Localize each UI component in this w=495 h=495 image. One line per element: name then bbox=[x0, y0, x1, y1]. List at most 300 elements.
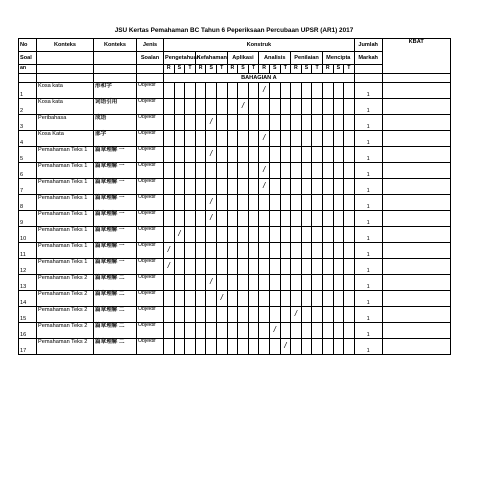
construct-cell bbox=[291, 291, 302, 307]
jenis-soalan: Objektif bbox=[137, 307, 164, 323]
construct-cell bbox=[248, 339, 259, 355]
construct-cell bbox=[238, 131, 249, 147]
construct-cell bbox=[185, 243, 196, 259]
construct-cell bbox=[344, 259, 355, 275]
level-0-2: T bbox=[185, 65, 196, 74]
level-1-0: R bbox=[195, 65, 206, 74]
construct-cell bbox=[185, 147, 196, 163]
construct-cell bbox=[280, 227, 291, 243]
construct-cell bbox=[280, 83, 291, 99]
construct-cell bbox=[227, 179, 238, 195]
jenis-soalan: Objektif bbox=[137, 259, 164, 275]
construct-cell bbox=[269, 259, 280, 275]
construct-cell bbox=[344, 163, 355, 179]
construct-cell bbox=[174, 211, 185, 227]
table-row bbox=[19, 115, 451, 131]
construct-tick-mark: / bbox=[280, 339, 291, 355]
jumlah-markah: 1 bbox=[354, 99, 382, 115]
konteks-malay: Pemahaman Teks 2 bbox=[37, 291, 94, 307]
construct-cell bbox=[227, 243, 238, 259]
question-number: 15 bbox=[19, 307, 37, 323]
construct-cell bbox=[322, 99, 333, 115]
construct-cell bbox=[195, 115, 206, 131]
jenis-soalan: Objektif bbox=[137, 227, 164, 243]
kbat-cell bbox=[382, 83, 450, 99]
construct-cell bbox=[333, 323, 344, 339]
jumlah-markah: 1 bbox=[354, 195, 382, 211]
construct-cell bbox=[195, 339, 206, 355]
construct-cell bbox=[259, 211, 270, 227]
construct-cell bbox=[344, 147, 355, 163]
construct-cell bbox=[185, 307, 196, 323]
group-aplikasi: Aplikasi bbox=[227, 52, 259, 65]
construct-cell bbox=[322, 83, 333, 99]
construct-cell bbox=[227, 211, 238, 227]
construct-cell bbox=[344, 243, 355, 259]
construct-cell bbox=[206, 131, 217, 147]
construct-tick-mark: / bbox=[164, 243, 175, 259]
construct-cell bbox=[280, 259, 291, 275]
construct-cell bbox=[195, 195, 206, 211]
construct-cell bbox=[280, 243, 291, 259]
construct-cell bbox=[164, 83, 175, 99]
construct-cell bbox=[216, 115, 227, 131]
construct-cell bbox=[195, 275, 206, 291]
construct-cell bbox=[291, 227, 302, 243]
construct-cell bbox=[301, 259, 312, 275]
construct-cell bbox=[238, 195, 249, 211]
construct-cell bbox=[227, 83, 238, 99]
construct-cell bbox=[227, 227, 238, 243]
construct-cell bbox=[291, 275, 302, 291]
construct-cell bbox=[301, 211, 312, 227]
construct-cell bbox=[344, 115, 355, 131]
construct-cell bbox=[333, 83, 344, 99]
konteks-malay: Pemahaman Teks 1 bbox=[37, 163, 94, 179]
construct-cell bbox=[344, 291, 355, 307]
construct-cell bbox=[291, 195, 302, 211]
jenis-soalan: Objektif bbox=[137, 131, 164, 147]
construct-cell bbox=[206, 323, 217, 339]
table-row bbox=[19, 243, 451, 259]
kbat-cell bbox=[382, 227, 450, 243]
construct-cell bbox=[238, 323, 249, 339]
construct-cell bbox=[312, 163, 323, 179]
construct-cell bbox=[333, 307, 344, 323]
table-row bbox=[19, 99, 451, 115]
konteks-chinese: 篇章理解 一 bbox=[94, 195, 137, 211]
construct-cell bbox=[216, 83, 227, 99]
construct-cell bbox=[216, 243, 227, 259]
construct-cell bbox=[322, 115, 333, 131]
construct-tick-mark: / bbox=[259, 131, 270, 147]
construct-cell bbox=[291, 259, 302, 275]
construct-cell bbox=[269, 179, 280, 195]
jenis-soalan: Objektif bbox=[137, 243, 164, 259]
construct-cell bbox=[301, 307, 312, 323]
jenis-soalan: Objektif bbox=[137, 99, 164, 115]
construct-cell bbox=[248, 83, 259, 99]
jenis-soalan: Objektif bbox=[137, 275, 164, 291]
construct-cell bbox=[280, 179, 291, 195]
construct-cell bbox=[216, 275, 227, 291]
construct-cell bbox=[206, 339, 217, 355]
kbat-cell bbox=[382, 339, 450, 355]
question-number: 10 bbox=[19, 227, 37, 243]
construct-cell bbox=[227, 291, 238, 307]
construct-cell bbox=[259, 307, 270, 323]
construct-cell bbox=[322, 179, 333, 195]
konteks-chinese: 篇章理解 一 bbox=[94, 163, 137, 179]
construct-cell bbox=[195, 99, 206, 115]
construct-cell bbox=[216, 307, 227, 323]
header-kbat: KBAT bbox=[382, 39, 450, 74]
construct-cell bbox=[206, 99, 217, 115]
question-number: 3 bbox=[19, 115, 37, 131]
construct-cell bbox=[248, 243, 259, 259]
construct-cell bbox=[238, 179, 249, 195]
construct-cell bbox=[174, 275, 185, 291]
construct-cell bbox=[301, 243, 312, 259]
jumlah-markah: 1 bbox=[354, 291, 382, 307]
construct-cell bbox=[174, 179, 185, 195]
header-konteks-1: Konteks bbox=[37, 39, 94, 52]
level-4-2: T bbox=[312, 65, 323, 74]
construct-cell bbox=[216, 147, 227, 163]
construct-cell bbox=[216, 323, 227, 339]
level-3-1: S bbox=[269, 65, 280, 74]
kbat-cell bbox=[382, 115, 450, 131]
konteks-malay: Kosa kata bbox=[37, 83, 94, 99]
jumlah-markah: 1 bbox=[354, 163, 382, 179]
construct-cell bbox=[322, 275, 333, 291]
konteks-malay: Pemahaman Teks 2 bbox=[37, 339, 94, 355]
table-row bbox=[19, 147, 451, 163]
construct-cell bbox=[216, 259, 227, 275]
jenis-soalan: Objektif bbox=[137, 147, 164, 163]
construct-cell bbox=[344, 323, 355, 339]
jumlah-markah: 1 bbox=[354, 307, 382, 323]
header-no: No bbox=[19, 39, 37, 52]
table-row bbox=[19, 307, 451, 323]
jenis-soalan: Objektif bbox=[137, 163, 164, 179]
konteks-chinese: 篇章理解 一 bbox=[94, 211, 137, 227]
construct-cell bbox=[333, 243, 344, 259]
konteks-malay: Pemahaman Teks 2 bbox=[37, 323, 94, 339]
construct-tick-mark: / bbox=[206, 211, 217, 227]
construct-cell bbox=[195, 131, 206, 147]
construct-cell bbox=[174, 147, 185, 163]
construct-cell bbox=[216, 131, 227, 147]
construct-cell bbox=[227, 99, 238, 115]
header-konteks-2: Konteks bbox=[94, 39, 137, 52]
jumlah-markah: 1 bbox=[354, 83, 382, 99]
construct-cell bbox=[312, 115, 323, 131]
construct-cell bbox=[195, 179, 206, 195]
construct-cell bbox=[259, 259, 270, 275]
group-analisis: Analisis bbox=[259, 52, 291, 65]
konteks-malay: Pemahaman Teks 1 bbox=[37, 179, 94, 195]
level-2-0: R bbox=[227, 65, 238, 74]
kbat-cell bbox=[382, 275, 450, 291]
construct-cell bbox=[227, 131, 238, 147]
konteks-malay: Kosa Kata bbox=[37, 131, 94, 147]
construct-cell bbox=[248, 211, 259, 227]
table-row bbox=[19, 323, 451, 339]
level-0-1: S bbox=[174, 65, 185, 74]
construct-cell bbox=[238, 291, 249, 307]
construct-cell bbox=[344, 339, 355, 355]
construct-cell bbox=[206, 163, 217, 179]
construct-cell bbox=[344, 211, 355, 227]
construct-cell bbox=[280, 211, 291, 227]
construct-cell bbox=[195, 147, 206, 163]
construct-cell bbox=[216, 339, 227, 355]
construct-cell bbox=[185, 195, 196, 211]
construct-cell bbox=[206, 291, 217, 307]
construct-cell bbox=[259, 243, 270, 259]
construct-cell bbox=[333, 195, 344, 211]
construct-cell bbox=[333, 131, 344, 147]
construct-cell bbox=[227, 163, 238, 179]
kbat-cell bbox=[382, 259, 450, 275]
construct-cell bbox=[259, 291, 270, 307]
document-title: JSU Kertas Pemahaman BC Tahun 6 Peperiksaan Percubaan UPSR (AR1) 2017 bbox=[114, 27, 354, 34]
construct-cell bbox=[312, 227, 323, 243]
construct-cell bbox=[259, 115, 270, 131]
construct-cell bbox=[322, 131, 333, 147]
question-number: 14 bbox=[19, 291, 37, 307]
question-number: 17 bbox=[19, 339, 37, 355]
construct-cell bbox=[344, 227, 355, 243]
construct-cell bbox=[301, 99, 312, 115]
konteks-malay: Pemahaman Teks 1 bbox=[37, 243, 94, 259]
question-number: 4 bbox=[19, 131, 37, 147]
construct-cell bbox=[269, 83, 280, 99]
construct-cell bbox=[322, 147, 333, 163]
jenis-soalan: Objektif bbox=[137, 195, 164, 211]
construct-cell bbox=[344, 131, 355, 147]
construct-cell bbox=[301, 195, 312, 211]
kbat-cell bbox=[382, 131, 450, 147]
level-1-2: T bbox=[216, 65, 227, 74]
construct-cell bbox=[280, 163, 291, 179]
construct-cell bbox=[174, 131, 185, 147]
construct-cell bbox=[238, 163, 249, 179]
construct-tick-mark: / bbox=[164, 259, 175, 275]
construct-cell bbox=[195, 323, 206, 339]
konteks-malay: Peribahasa bbox=[37, 115, 94, 131]
jumlah-markah: 1 bbox=[354, 227, 382, 243]
jenis-soalan: Objektif bbox=[137, 323, 164, 339]
construct-cell bbox=[216, 163, 227, 179]
construct-cell bbox=[227, 259, 238, 275]
construct-cell bbox=[269, 211, 280, 227]
construct-cell bbox=[280, 275, 291, 291]
construct-cell bbox=[322, 211, 333, 227]
construct-cell bbox=[301, 163, 312, 179]
construct-cell bbox=[164, 323, 175, 339]
construct-cell bbox=[185, 179, 196, 195]
construct-cell bbox=[174, 243, 185, 259]
construct-cell bbox=[174, 195, 185, 211]
jsu-table bbox=[18, 38, 451, 355]
konteks-chinese: 篇章理解 二 bbox=[94, 323, 137, 339]
construct-tick-mark: / bbox=[259, 83, 270, 99]
kbat-cell bbox=[382, 179, 450, 195]
construct-cell bbox=[259, 323, 270, 339]
construct-cell bbox=[206, 307, 217, 323]
construct-cell bbox=[312, 83, 323, 99]
question-number: 2 bbox=[19, 99, 37, 115]
construct-cell bbox=[227, 147, 238, 163]
construct-cell bbox=[312, 291, 323, 307]
construct-cell bbox=[280, 307, 291, 323]
construct-cell bbox=[333, 291, 344, 307]
table-row bbox=[19, 339, 451, 355]
konteks-malay: Pemahaman Teks 2 bbox=[37, 275, 94, 291]
construct-cell bbox=[185, 131, 196, 147]
header-no-soal: Soal bbox=[19, 52, 37, 65]
construct-cell bbox=[195, 243, 206, 259]
question-number: 16 bbox=[19, 323, 37, 339]
construct-cell bbox=[195, 307, 206, 323]
construct-cell bbox=[322, 163, 333, 179]
construct-cell bbox=[164, 339, 175, 355]
jumlah-markah: 1 bbox=[354, 243, 382, 259]
level-0-0: R bbox=[164, 65, 175, 74]
header-markah: Markah bbox=[354, 52, 382, 65]
section-row bbox=[19, 74, 451, 83]
construct-cell bbox=[248, 307, 259, 323]
construct-cell bbox=[248, 323, 259, 339]
konteks-chinese: 篇章理解 一 bbox=[94, 227, 137, 243]
kbat-cell bbox=[382, 243, 450, 259]
table-row bbox=[19, 131, 451, 147]
construct-cell bbox=[174, 83, 185, 99]
construct-cell bbox=[238, 83, 249, 99]
construct-cell bbox=[333, 179, 344, 195]
construct-cell bbox=[280, 323, 291, 339]
construct-cell bbox=[195, 259, 206, 275]
construct-cell bbox=[206, 227, 217, 243]
construct-cell bbox=[174, 99, 185, 115]
level-2-1: S bbox=[238, 65, 249, 74]
construct-cell bbox=[291, 211, 302, 227]
level-1-1: S bbox=[206, 65, 217, 74]
construct-cell bbox=[291, 323, 302, 339]
construct-tick-mark: / bbox=[291, 307, 302, 323]
question-number: 12 bbox=[19, 259, 37, 275]
konteks-chinese: 篇章理解 二 bbox=[94, 291, 137, 307]
construct-cell bbox=[312, 307, 323, 323]
construct-cell bbox=[291, 339, 302, 355]
construct-cell bbox=[227, 195, 238, 211]
jenis-soalan: Objektif bbox=[137, 115, 164, 131]
construct-cell bbox=[344, 99, 355, 115]
construct-cell bbox=[206, 259, 217, 275]
construct-cell bbox=[248, 227, 259, 243]
construct-cell bbox=[164, 195, 175, 211]
table-row bbox=[19, 227, 451, 243]
construct-cell bbox=[322, 243, 333, 259]
question-number: 7 bbox=[19, 179, 37, 195]
construct-cell bbox=[301, 291, 312, 307]
konteks-chinese: 词语引用 bbox=[94, 99, 137, 115]
construct-cell bbox=[312, 179, 323, 195]
construct-cell bbox=[269, 275, 280, 291]
construct-cell bbox=[206, 179, 217, 195]
construct-cell bbox=[333, 115, 344, 131]
construct-cell bbox=[259, 227, 270, 243]
construct-tick-mark: / bbox=[206, 275, 217, 291]
question-number: 9 bbox=[19, 211, 37, 227]
construct-cell bbox=[269, 291, 280, 307]
konteks-chinese: 成语 bbox=[94, 115, 137, 131]
construct-cell bbox=[164, 115, 175, 131]
construct-cell bbox=[248, 115, 259, 131]
construct-cell bbox=[312, 243, 323, 259]
level-4-1: S bbox=[301, 65, 312, 74]
jumlah-markah: 1 bbox=[354, 259, 382, 275]
construct-cell bbox=[333, 147, 344, 163]
construct-cell bbox=[269, 99, 280, 115]
table-row bbox=[19, 275, 451, 291]
construct-cell bbox=[344, 179, 355, 195]
question-number: 6 bbox=[19, 163, 37, 179]
construct-cell bbox=[291, 179, 302, 195]
construct-cell bbox=[269, 195, 280, 211]
construct-cell bbox=[280, 131, 291, 147]
header-konstruk: Konstruk bbox=[164, 39, 355, 52]
construct-cell bbox=[301, 323, 312, 339]
construct-cell bbox=[259, 195, 270, 211]
construct-cell bbox=[238, 211, 249, 227]
construct-cell bbox=[333, 339, 344, 355]
construct-cell bbox=[206, 243, 217, 259]
construct-cell bbox=[312, 323, 323, 339]
construct-cell bbox=[185, 275, 196, 291]
level-5-2: T bbox=[344, 65, 355, 74]
construct-cell bbox=[259, 275, 270, 291]
construct-cell bbox=[164, 291, 175, 307]
construct-cell bbox=[269, 307, 280, 323]
kbat-cell bbox=[382, 291, 450, 307]
construct-cell bbox=[291, 147, 302, 163]
construct-cell bbox=[164, 99, 175, 115]
question-number: 13 bbox=[19, 275, 37, 291]
construct-cell bbox=[333, 163, 344, 179]
header-jenis: Jenis bbox=[137, 39, 164, 52]
construct-cell bbox=[195, 227, 206, 243]
construct-tick-mark: / bbox=[216, 291, 227, 307]
construct-cell bbox=[280, 147, 291, 163]
construct-cell bbox=[291, 115, 302, 131]
construct-cell bbox=[164, 147, 175, 163]
construct-cell bbox=[174, 339, 185, 355]
construct-cell bbox=[238, 227, 249, 243]
construct-cell bbox=[227, 115, 238, 131]
table-row bbox=[19, 179, 451, 195]
construct-cell bbox=[344, 83, 355, 99]
construct-cell bbox=[344, 275, 355, 291]
construct-cell bbox=[322, 259, 333, 275]
table-row bbox=[19, 211, 451, 227]
construct-cell bbox=[174, 323, 185, 339]
construct-cell bbox=[312, 131, 323, 147]
konteks-malay: Pemahaman Teks 1 bbox=[37, 259, 94, 275]
konteks-chinese: 篇章理解 一 bbox=[94, 179, 137, 195]
